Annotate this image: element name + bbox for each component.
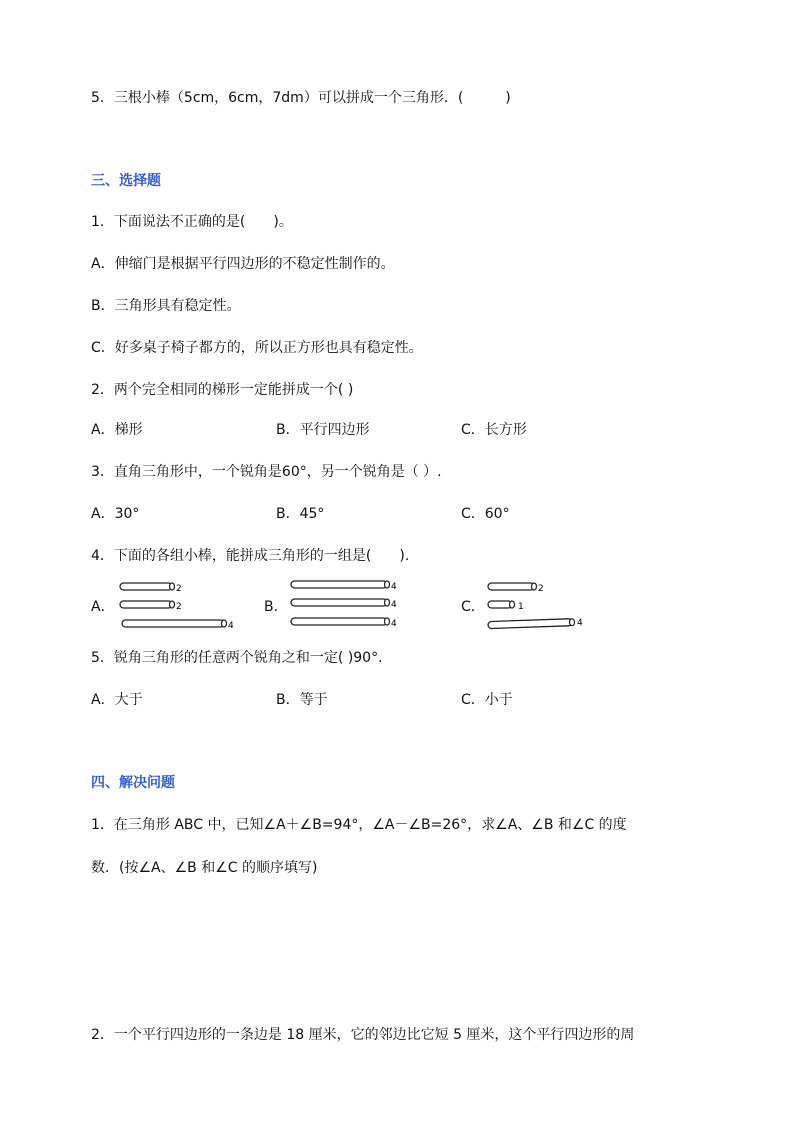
choice-q4-option-a: A． — [91, 599, 115, 615]
choice-q3-option-a: A．30° — [91, 506, 140, 522]
stick-b2-label: 4 — [391, 600, 397, 610]
choice-q1-option-a: A．伸缩门是根据平行四边形的不稳定性制作的。 — [91, 256, 395, 272]
stick-c2 — [488, 601, 524, 612]
stick-a3-label: 4 — [228, 621, 234, 631]
stick-b2 — [291, 599, 397, 610]
choice-q5-option-c: C．小于 — [461, 692, 513, 708]
stick-b3-label: 4 — [391, 619, 397, 629]
choice-q2-option-b: B．平行四边形 — [276, 422, 370, 438]
stick-a2-label: 2 — [176, 602, 182, 612]
choice-q5-option-b: B．等于 — [276, 692, 328, 708]
section-choice-title: 三、选择题 — [91, 173, 161, 189]
stick-c1-label: 2 — [538, 584, 544, 594]
choice-q3-option-c: C．60° — [461, 506, 510, 522]
stick-b1-label: 4 — [391, 582, 397, 592]
choice-q5-option-a: A．大于 — [91, 692, 143, 708]
choice-q5: 5．锐角三角形的任意两个锐角之和一定( )90°. — [91, 650, 383, 666]
stick-a1 — [120, 583, 182, 594]
solve-q1-line2: 数．(按∠A、∠B 和∠C 的顺序填写) — [91, 860, 318, 876]
choice-q3: 3．直角三角形中，一个锐角是60°，另一个锐角是（ ）. — [91, 464, 442, 480]
tf-question-5: 5．三根小棒（5cm，6cm，7dm）可以拼成一个三角形．( ) — [91, 90, 511, 106]
sticks-group-b — [288, 578, 408, 634]
stick-c1 — [488, 583, 544, 594]
choice-q1-option-c: C．好多桌子椅子都方的，所以正方形也具有稳定性。 — [91, 340, 423, 356]
choice-q2-option-c: C．长方形 — [461, 422, 527, 438]
choice-q4-option-c: C． — [461, 599, 485, 615]
stick-c2-label: 1 — [518, 602, 524, 612]
sticks-group-c — [484, 580, 594, 634]
choice-q1-option-b: B．三角形具有稳定性。 — [91, 298, 241, 314]
choice-q2-option-a: A．梯形 — [91, 422, 143, 438]
stick-c3 — [488, 618, 583, 631]
solve-q2-line1: 2．一个平行四边形的一条边是 18 厘米，它的邻边比它短 5 厘米，这个平行四边形的周 — [91, 1027, 635, 1043]
stick-a3 — [122, 620, 234, 631]
choice-q1: 1．下面说法不正确的是( )。 — [91, 214, 293, 230]
solve-q1-line1: 1．在三角形 ABC 中，已知∠A＋∠B=94°，∠A－∠B=26°，求∠A、∠B 和∠C 的度 — [91, 817, 627, 833]
stick-c3-label: 4 — [576, 618, 583, 629]
sticks-group-a — [116, 580, 246, 634]
choice-q2: 2．两个完全相同的梯形一定能拼成一个( ) — [91, 382, 354, 398]
stick-b3 — [291, 618, 397, 629]
stick-a2 — [120, 601, 182, 612]
stick-a1-label: 2 — [176, 584, 182, 594]
stick-b1 — [291, 581, 397, 592]
choice-q4-option-b: B． — [264, 599, 288, 615]
choice-q4: 4．下面的各组小棒，能拼成三角形的一组是( ). — [91, 548, 410, 564]
choice-q3-option-b: B．45° — [276, 506, 325, 522]
section-solve-title: 四、解决问题 — [91, 775, 175, 791]
